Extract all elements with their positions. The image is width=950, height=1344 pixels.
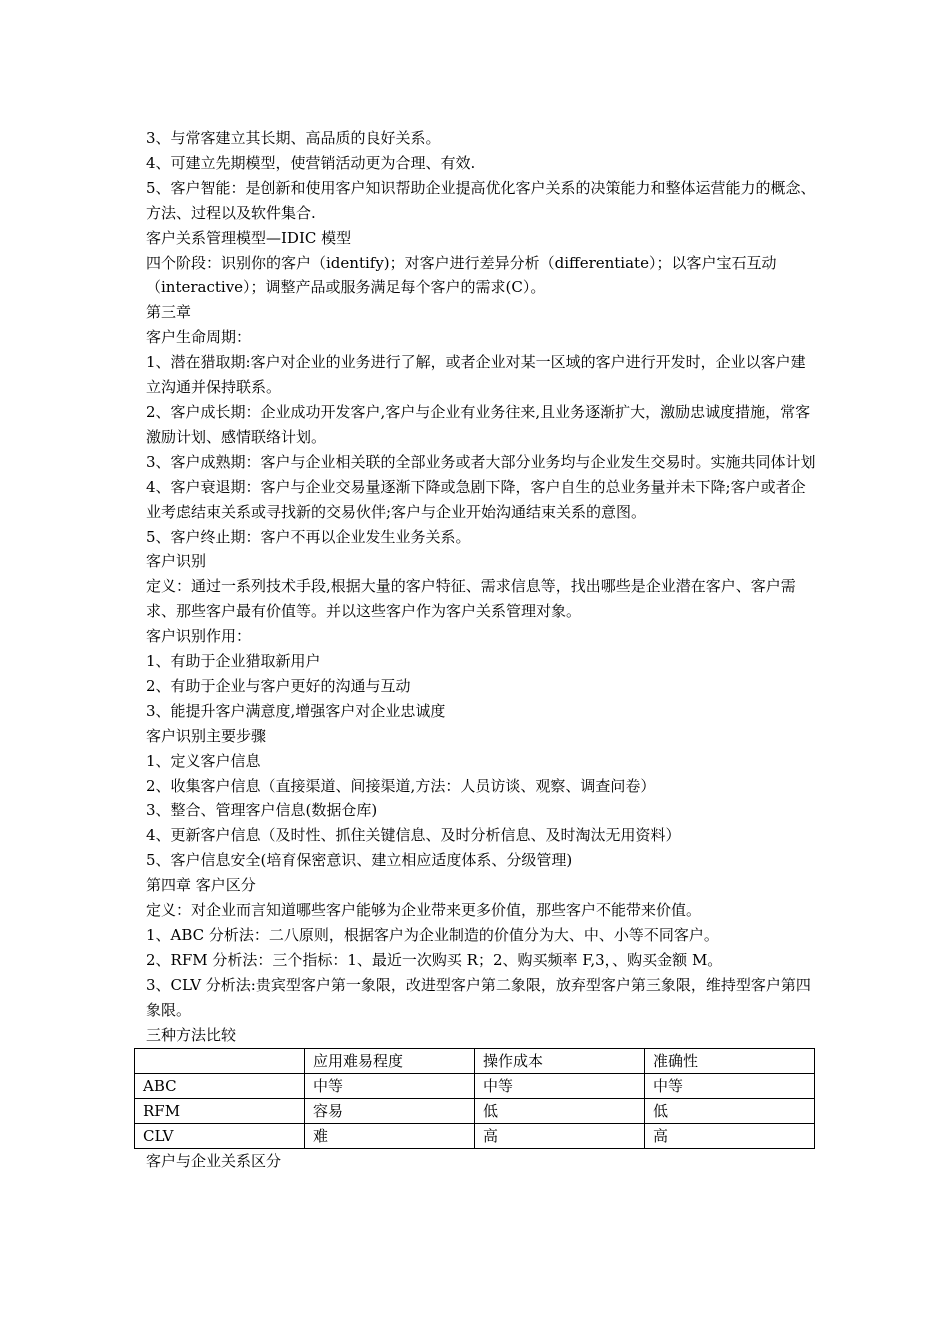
list-item: 1、ABC 分析法：二八原则，根据客户为企业制造的价值分为大、中、小等不同客户。	[146, 926, 719, 944]
list-item: 3、客户成熟期：客户与企业相关联的全部业务或者大部分业务均与企业发生交易时。实施共同体计划	[146, 452, 816, 471]
list-item: 2、RFM 分析法：三个指标：1、最近一次购买 R；2、购买频率 F,3，、购买金额 M。	[146, 950, 723, 969]
table-cell: 高	[645, 1123, 815, 1148]
table-header-row	[135, 1048, 815, 1073]
chapter-heading: 第四章 客户区分	[146, 876, 256, 895]
table-cell: 中等	[305, 1073, 475, 1098]
list-item: 1、定义客户信息	[146, 751, 261, 770]
table-row	[135, 1073, 815, 1098]
paragraph: 5、客户智能：是创新和使用客户知识帮助企业提高优化客户关系的决策能力和整体运营能力的概念、方法、过程以及软件集合.	[146, 178, 816, 222]
list-item: 1、有助于企业猎取新用户	[146, 652, 321, 671]
paragraph: 定义：通过一系列技术手段,根据大量的客户特征、需求信息等，找出哪些是企业潜在客户、客户需求、那些客户最有价值等。并以这些客户作为客户关系管理对象。	[146, 577, 796, 621]
list-item: 3、CLV 分析法:贵宾型客户第一象限，改进型客户第二象限，放弃型客户第三象限，维持型客户第四象限。	[146, 975, 811, 1019]
list-item: 3、整合、管理客户信息(数据仓库)	[146, 801, 378, 820]
list-item: 2、客户成长期：企业成功开发客户,客户与企业有业务往来,且业务逐渐扩大，激励忠诚度措施，常客激励计划、感情联络计划。	[146, 402, 811, 446]
list-item: 2、有助于企业与客户更好的沟通与互动	[146, 676, 411, 695]
list-item: 5、客户终止期：客户不再以企业发生业务关系。	[146, 527, 471, 546]
section-heading: 客户与企业关系区分	[146, 1151, 282, 1170]
heading: 客户识别主要步骤	[146, 726, 267, 745]
paragraph: 3、与常客建立其长期、高品质的良好关系。	[146, 129, 441, 147]
table-cell: 难	[305, 1123, 475, 1148]
list-item: 4、更新客户信息（及时性、抓住关键信息、及时分析信息、及时淘汰无用资料）	[146, 826, 681, 845]
list-item: 5、客户信息安全(培育保密意识、建立相应适度体系、分级管理)	[146, 851, 573, 870]
table-header-cell: 应用难易程度	[305, 1048, 475, 1073]
heading: 客户识别	[146, 552, 207, 571]
table-cell: 高	[475, 1123, 645, 1148]
table-cell: ABC	[135, 1073, 305, 1098]
table-row	[135, 1123, 815, 1148]
heading: 客户识别作用：	[146, 627, 252, 646]
table-header-cell: 准确性	[645, 1048, 815, 1073]
table-caption: 三种方法比较	[146, 1025, 237, 1044]
table-cell: RFM	[135, 1098, 305, 1123]
heading: 客户生命周期：	[146, 328, 252, 347]
list-item: 2、收集客户信息（直接渠道、间接渠道,方法：人员访谈、观察、调查问卷）	[146, 776, 656, 795]
table-header-cell	[135, 1048, 305, 1073]
table-cell: 低	[645, 1098, 815, 1123]
paragraph: 定义：对企业而言知道哪些客户能够为企业带来更多价值，那些客户不能带来价值。	[146, 901, 702, 920]
heading: 客户关系管理模型—IDIC 模型	[146, 228, 352, 247]
table-row	[135, 1098, 815, 1123]
table-cell: CLV	[135, 1123, 305, 1148]
paragraph: 四个阶段：识别你的客户（identify)；对客户进行差异分析（differentiate）；以客户宝石互动（interactive）；调整产品或服务满足每个客户的需求(C）。	[146, 253, 777, 297]
table-header-cell: 操作成本	[475, 1048, 645, 1073]
table-cell: 中等	[475, 1073, 645, 1098]
comparison-table	[134, 1048, 815, 1149]
list-item: 4、客户衰退期：客户与企业交易量逐渐下降或急剧下降，客户自生的总业务量并未下降;客户或者企业考虑结束关系或寻找新的交易伙伴;客户与企业开始沟通结束关系的意图。	[146, 477, 806, 521]
document-body	[143, 126, 818, 1173]
chapter-heading: 第三章	[146, 303, 192, 322]
table-cell: 容易	[305, 1098, 475, 1123]
table-cell: 中等	[645, 1073, 815, 1098]
paragraph: 4、可建立先期模型，使营销活动更为合理、有效.	[146, 153, 476, 172]
table-cell: 低	[475, 1098, 645, 1123]
list-item: 1、潜在猎取期:客户对企业的业务进行了解，或者企业对某一区域的客户进行开发时，企业以客户建立沟通并保持联系。	[146, 353, 806, 397]
list-item: 3、能提升客户满意度,增强客户对企业忠诚度	[146, 701, 446, 720]
